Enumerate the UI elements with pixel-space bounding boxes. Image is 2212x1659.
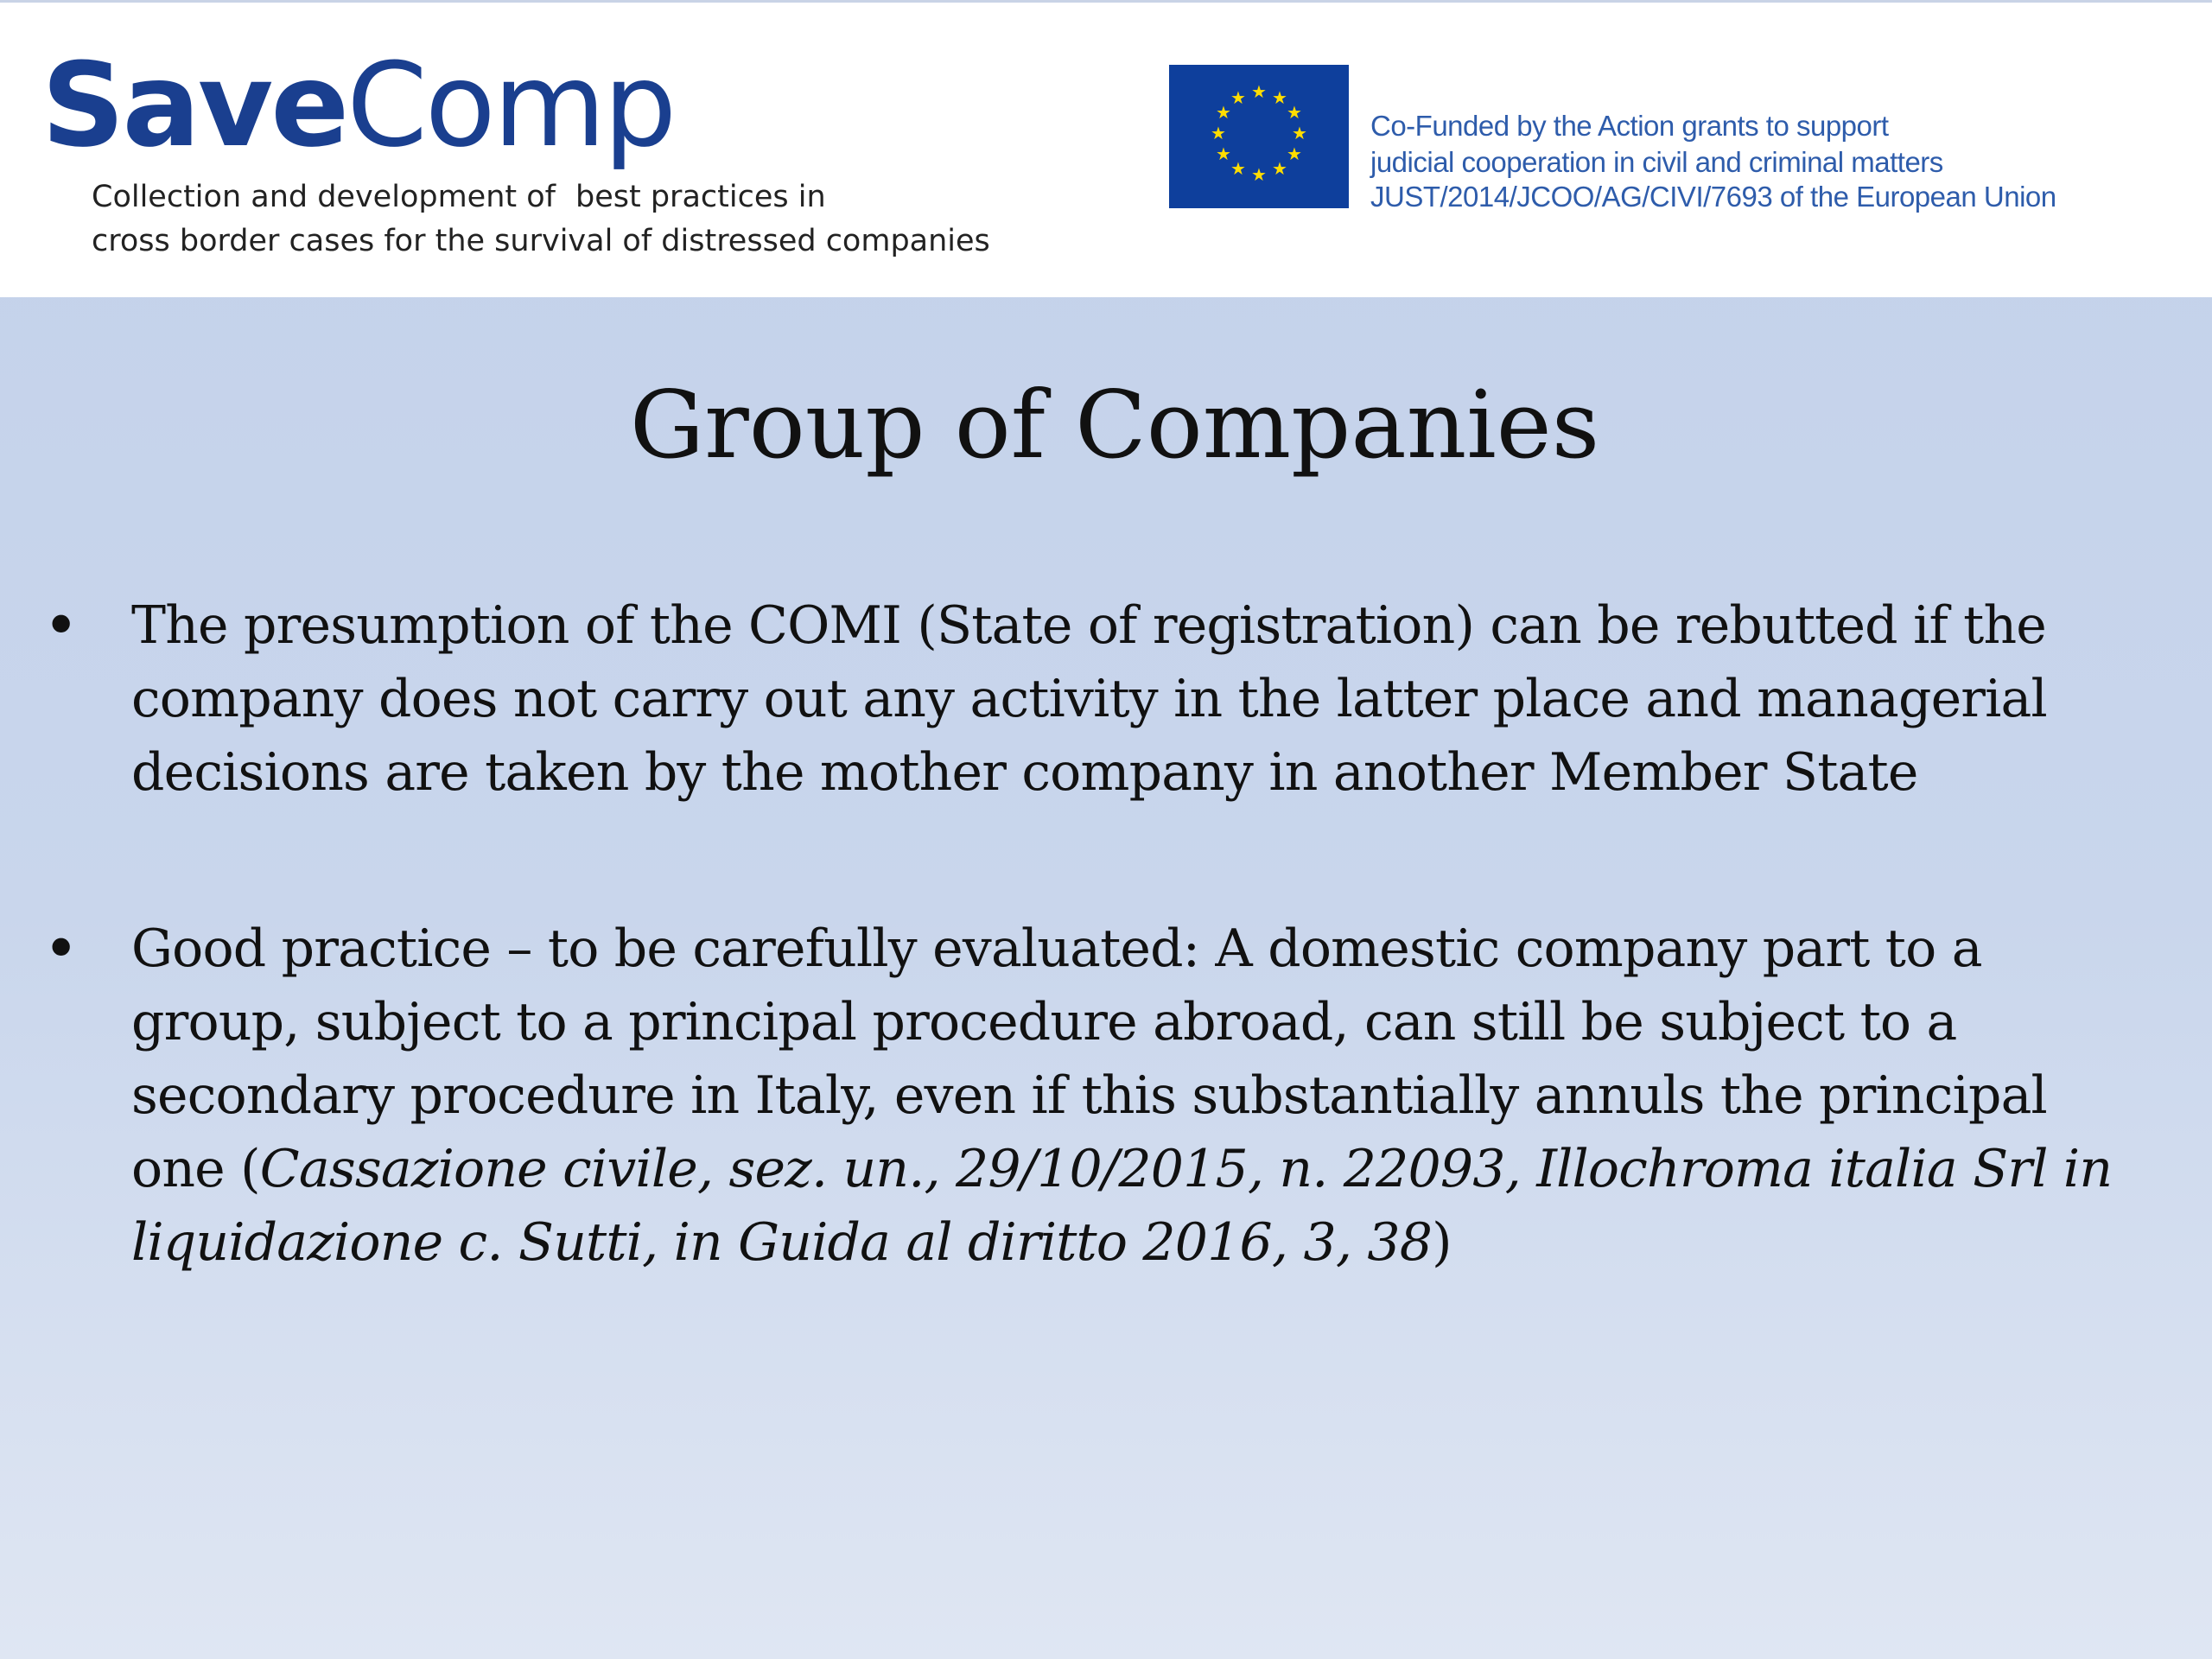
svg-text:★: ★ xyxy=(1287,143,1302,164)
logo-tagline-1b: best practices in xyxy=(575,180,826,214)
svg-text:★: ★ xyxy=(1272,158,1287,179)
bullet1-line-1: The presumption of the COMI (State of registration) can be rebutted if the xyxy=(131,595,2046,656)
svg-text:★: ★ xyxy=(1272,87,1287,108)
bullet1-line-3: decisions are taken by the mother company in another Member State xyxy=(131,742,1918,803)
bullet2-line-4-lead: one ( xyxy=(131,1139,260,1199)
eu-funding-line-3: JUST/2014/JCOO/AG/CIVI/7693 of the European Union xyxy=(1370,181,2056,213)
svg-text:★: ★ xyxy=(1216,102,1231,123)
logo-tagline-2: cross border cases for the survival of distressed companies xyxy=(92,224,990,258)
bullet-marker-2: • xyxy=(43,913,79,984)
svg-text:★: ★ xyxy=(1251,164,1267,185)
svg-text:★: ★ xyxy=(1216,143,1231,164)
bullet2-line-2: group, subject to a principal procedure abroad, can still be subject to a xyxy=(131,992,1957,1052)
savecomp-logo: SaveComp xyxy=(41,38,675,173)
bullet2-line-4 xyxy=(131,1133,2112,1206)
svg-text:★: ★ xyxy=(1230,87,1246,108)
eu-flag-icon xyxy=(1169,65,1349,208)
eu-funding-line-2: judicial cooperation in civil and criminal matters xyxy=(1370,146,1943,178)
svg-text:★: ★ xyxy=(1292,123,1307,143)
eu-funding-line-1: Co-Funded by the Action grants to support xyxy=(1370,110,1889,142)
slide-title: Group of Companies xyxy=(629,372,1600,480)
bullet-marker-1: • xyxy=(43,590,79,661)
svg-text:★: ★ xyxy=(1287,102,1302,123)
bullet2-line-5 xyxy=(131,1206,1452,1280)
svg-text:★: ★ xyxy=(1211,123,1226,143)
svg-text:★: ★ xyxy=(1230,158,1246,179)
svg-text:★: ★ xyxy=(1251,81,1267,102)
bullet2-line-3: secondary procedure in Italy, even if this substantially annuls the principal xyxy=(131,1065,2047,1126)
logo-tagline-1a: Collection and development of xyxy=(92,180,556,214)
bullet1-line-2: company does not carry out any activity in the latter place and managerial xyxy=(131,669,2047,729)
case-citation-part-1: Cassazione civile, sez. un., 29/10/2015, n. 22093, Illochroma italia Srl in xyxy=(259,1139,2113,1199)
slide-header xyxy=(0,0,2212,297)
case-citation-part-2: liquidazione c. Sutti, in Guida al diritto 2016, 3, 38 xyxy=(131,1212,1433,1273)
eu-flag-stars xyxy=(1169,65,1349,208)
bullet2-line-5-tail: ) xyxy=(1432,1212,1452,1273)
bullet2-line-1: Good practice – to be carefully evaluated: A domestic company part to a xyxy=(131,918,1982,979)
